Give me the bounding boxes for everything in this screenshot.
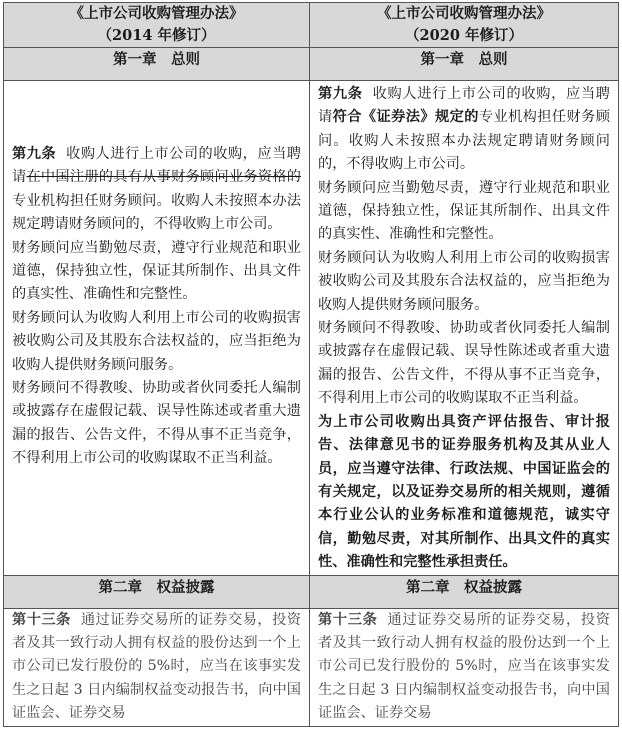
header-row bbox=[4, 3, 619, 48]
article9-left-cell bbox=[4, 81, 310, 576]
left-art13-p1 bbox=[12, 609, 301, 726]
left-art9-p2: 财务顾问应当勤勉尽责，遵守行业规范和职业道德，保持独立性，保证其所制作、出具文件的真实性、准确性和完整性。 bbox=[12, 239, 301, 303]
article9-right-cell bbox=[310, 81, 619, 576]
chapter2-left: 第二章 权益披露 bbox=[4, 575, 310, 608]
chapter2-row bbox=[4, 575, 619, 608]
chapter1-left: 第一章 总则 bbox=[4, 48, 310, 81]
right-art13-text: 通过证券交易所的证券交易，投资者及其一致行动人拥有权益的股份达到一个上市公司已发行股份的 5%时，应当在该事实发生之日起 3 日内编制权益变动报告书，向中国证监会、证券交易 bbox=[318, 611, 610, 722]
article13-left-cell bbox=[4, 608, 310, 726]
article9-row bbox=[4, 81, 619, 576]
article13-right-cell bbox=[310, 608, 619, 726]
chapter1-row bbox=[4, 48, 619, 81]
right-art9-p2: 财务顾问应当勤勉尽责，遵守行业规范和职业道德，保持独立性，保证其所制作、出具文件的真实性、准确性和完整性。 bbox=[318, 179, 610, 243]
chapter1-right: 第一章 总则 bbox=[310, 48, 619, 81]
header-left bbox=[4, 3, 310, 48]
left-art13-label: 第十三条 bbox=[12, 611, 71, 628]
left-art9-deleted-text: 在中国注册的具有从事财务顾问业务资格的 bbox=[26, 169, 301, 186]
right-art9-p1-text-a: 收购人进行上市公司的收购，应当聘请 bbox=[318, 86, 610, 126]
right-art9-p1 bbox=[318, 83, 610, 177]
header-left-title: 《上市公司收购管理办法》 bbox=[69, 5, 244, 22]
right-art9-p4: 财务顾问不得教唆、协助或者伙同委托人编制或披露存在虚假记载、误导性陈述或者重大遗漏的报告、公告文件，不得从事不正当竞争，不得利用上市公司的收购谋取不正当利益。 bbox=[318, 320, 610, 407]
right-art13-p1 bbox=[318, 609, 610, 726]
right-art9-p3: 财务顾问认为收购人利用上市公司的收购损害被收购公司及其股东合法权益的，应当拒绝为收购人提供财务顾问服务。 bbox=[318, 249, 610, 313]
right-art9-p1-text-b: 专业机构担任财务顾问。收购人未按照本办法规定聘请财务顾问的，不得收购上市公司。 bbox=[318, 109, 610, 173]
right-art9-added-text: 符合《证券法》规定的 bbox=[332, 109, 479, 126]
right-art9-label: 第九条 bbox=[318, 86, 363, 102]
left-art9-p1-text-b: 专业机构担任财务顾问。收购人未按照本办法规定聘请财务顾问的，不得收购上市公司。 bbox=[12, 192, 301, 233]
right-art13-label: 第十三条 bbox=[318, 611, 378, 628]
left-art9-label: 第九条 bbox=[12, 146, 57, 162]
left-art9-p1-text-a: 收购人进行上市公司的收购，应当聘请 bbox=[12, 146, 301, 186]
header-right-title: 《上市公司收购管理办法》 bbox=[377, 5, 551, 22]
left-art9-p4: 财务顾问不得教唆、协助或者伙同委托人编制或披露存在虚假记载、误导性陈述或者重大遗漏的报告、公告文件，不得从事不正当竞争，不得利用上市公司的收购谋取不正当利益。 bbox=[12, 380, 301, 467]
comparison-table bbox=[3, 2, 619, 727]
header-right bbox=[310, 3, 619, 48]
header-left-subtitle: （2014 年修订） bbox=[97, 27, 216, 44]
article13-row bbox=[4, 608, 619, 726]
right-art9-p5-added: 为上市公司收购出具资产评估报告、审计报告、法律意见书的证券服务机构及其从业人员，应当遵守法律、行政法规、中国证监会的有关规定，以及证券交易所的相关规则，遵循本行业公认的业务标准和道德规范，诚实守信，勤勉尽责，对其所制作、出具文件的真实性、准确性和完整性承担责任。 bbox=[318, 413, 610, 571]
left-art9-p3: 财务顾问认为收购人利用上市公司的收购损害被收购公司及其股东合法权益的，应当拒绝为收购人提供财务顾问服务。 bbox=[12, 309, 301, 373]
left-art13-text: 通过证券交易所的证券交易，投资者及其一致行动人拥有权益的股份达到一个上市公司已发行股份的 5%时，应当在该事实发生之日起 3 日内编制权益变动报告书，向中国证监会、证券交易 bbox=[12, 611, 301, 722]
left-art9-p1 bbox=[12, 143, 301, 237]
chapter2-right: 第二章 权益披露 bbox=[310, 575, 619, 608]
header-right-subtitle: （2020 年修订） bbox=[405, 27, 523, 44]
